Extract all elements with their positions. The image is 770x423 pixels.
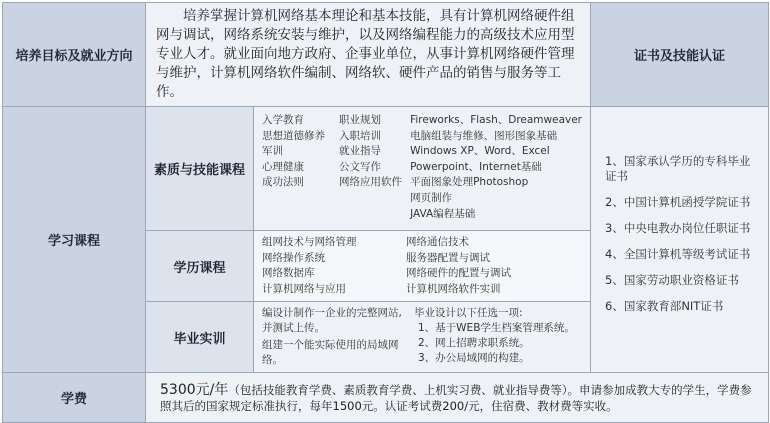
- list-item: 就业指导: [339, 145, 382, 158]
- objective-intro-cell: [146, 3, 591, 107]
- cert-item: 6、国家教育部NIT证书: [605, 299, 724, 314]
- objective-label: 培养目标及就业方向: [15, 49, 133, 64]
- list-item: 网络操作系统: [262, 251, 325, 264]
- practice-label-cell: [146, 302, 254, 373]
- list-item: 平面图象处理Photoshop: [410, 176, 529, 189]
- degree-col2-list: [406, 235, 511, 297]
- practice-label: 毕业实训: [173, 331, 226, 347]
- list-item: 入学教育: [262, 114, 304, 126]
- list-item: 网络硬件的配置与调试: [406, 267, 511, 280]
- quality-course-list-cell: [254, 107, 591, 231]
- cert-label: 证书及技能认证: [633, 49, 725, 64]
- fee-label-cell: [3, 373, 146, 423]
- courses-label: 学习课程: [47, 234, 100, 250]
- quality-col1-list: [262, 113, 339, 191]
- list-item: 网络数据库: [262, 267, 315, 280]
- list-item: 电脑组装与维修、图形图象基础: [410, 129, 558, 142]
- practice-detail-cell: [254, 302, 591, 373]
- list-item: Windows XP、Word、Excel: [410, 145, 550, 158]
- list-item: 成功法则: [262, 176, 304, 189]
- list-item: 计算机网络软件实训: [406, 282, 501, 295]
- program-table: [2, 2, 769, 423]
- practice-right: [414, 306, 582, 368]
- quality-course-columns: [254, 107, 590, 228]
- list-item: 心理健康: [262, 160, 304, 173]
- list-item: 2、网上招聘求职系统。: [418, 337, 530, 350]
- degree-col1-list: [262, 235, 406, 297]
- cert-list: [591, 154, 768, 314]
- degree-course-label-cell: [146, 231, 254, 302]
- list-item: JAVA编程基础: [410, 207, 476, 220]
- cert-item: 3、中央电教办岗位任职证书: [605, 221, 751, 236]
- fee-amount: 5300元/年: [160, 381, 229, 398]
- practice-lan-task: 组建一个能实际使用的局域网络。: [262, 339, 399, 367]
- quality-course-label-cell: [146, 107, 254, 231]
- practice-design-title: 毕业设计以下任选一项:: [414, 307, 523, 320]
- cert-item: 5、国家劳动职业资格证书: [605, 273, 739, 288]
- list-item: 计算机网络与应用: [262, 282, 346, 295]
- cert-item: 1、国家承认学历的专科毕业证书: [605, 154, 751, 184]
- practice-website-task: 编设计制作一企业的完整网站,并测试上传。: [262, 307, 402, 335]
- list-item: 网页制作: [410, 191, 453, 204]
- list-item: 职业规划: [339, 114, 382, 126]
- quality-course-label: 素质与技能课程: [153, 163, 245, 178]
- list-item: 服务器配置与调试: [406, 251, 490, 264]
- fee-detail-cell: [146, 373, 769, 423]
- fee-text: （包括技能教育学费、素质教育学费、上机实习费、就业指导费等）。申请参加成教大专的学生，学费参照其后的国家规定标准执行，每年1500元。认证考试费200/元，住宿费、教材费等实收。: [160, 382, 752, 413]
- list-item: 思想道德修养: [262, 129, 325, 142]
- fee-detail: [146, 379, 768, 417]
- degree-course-label: 学历课程: [173, 260, 226, 276]
- practice-columns: [254, 302, 590, 372]
- list-item: 公文写作: [339, 160, 382, 173]
- cert-label-cell: [591, 3, 769, 107]
- degree-course-list-cell: [254, 231, 591, 302]
- list-item: 网络应用软件: [339, 176, 403, 189]
- cert-item: 4、全国计算机等级考试证书: [605, 247, 751, 262]
- practice-left: [262, 306, 414, 368]
- fee-label: 学费: [60, 392, 87, 408]
- objective-intro: 培养掌握计算机网络基本理论和基本技能，具有计算机网络硬件组网与调试，网络系统安装与维护，以及网络编程能力的高级技术应用型专业人才。就业面向地方政府、企事业单位，从事计算机网络硬件管理与维护，计算机网络软件编制、网络软、硬件产品的销售与服务等工作。: [156, 8, 575, 100]
- degree-course-columns: [254, 231, 590, 301]
- quality-col2-list: [339, 113, 410, 191]
- list-item: 军训: [262, 145, 283, 158]
- list-item: 3、办公局域网的构建。: [418, 352, 530, 365]
- list-item: 组网技术与网络管理: [262, 236, 357, 248]
- list-item: 入职培训: [339, 129, 382, 142]
- list-item: 1、基于WEB学生档案管理系统。: [418, 322, 575, 335]
- objective-label-cell: [3, 3, 146, 107]
- cert-list-cell: [591, 107, 769, 373]
- cert-item: 2、中国计算机函授学院证书: [605, 195, 751, 210]
- courses-label-cell: [3, 107, 146, 373]
- quality-col3-list: [410, 113, 582, 222]
- list-item: 网络通信技术: [406, 236, 469, 248]
- list-item: Powerpoint、Internet基础: [410, 160, 542, 173]
- list-item: Fireworks、Flash、Dreamweaver: [410, 114, 582, 126]
